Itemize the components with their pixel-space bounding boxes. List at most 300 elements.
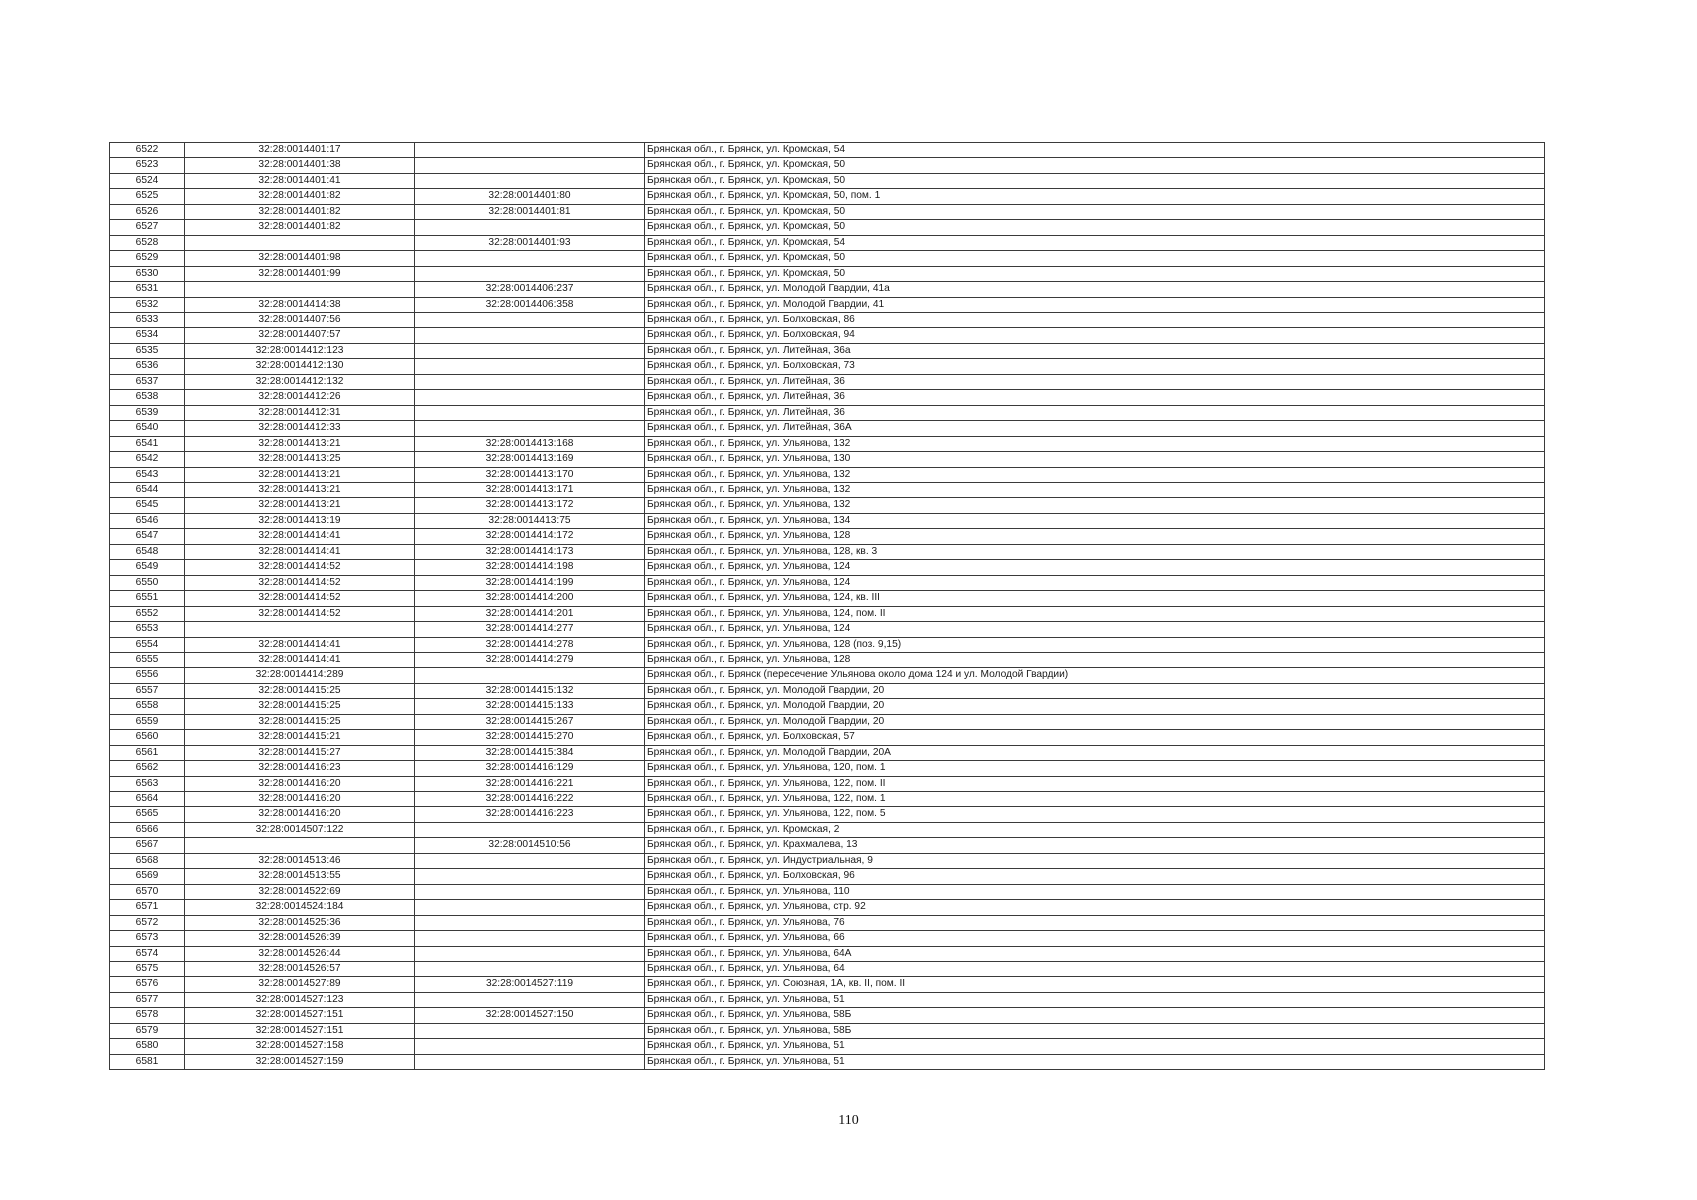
- object-cadastral-number-cell: 32:28:0014414:279: [415, 652, 645, 667]
- address-cell: Брянская обл., г. Брянск, ул. Литейная, 36А: [645, 421, 1545, 436]
- land-cadastral-number-cell: 32:28:0014413:21: [185, 436, 415, 451]
- address-cell: Брянская обл., г. Брянск, ул. Кромская, 50: [645, 220, 1545, 235]
- land-cadastral-number-cell: 32:28:0014527:158: [185, 1039, 415, 1054]
- object-cadastral-number-cell: 32:28:0014416:129: [415, 761, 645, 776]
- object-cadastral-number-cell: 32:28:0014527:119: [415, 977, 645, 992]
- row-number-cell: 6531: [110, 282, 185, 297]
- object-cadastral-number-cell: 32:28:0014415:270: [415, 730, 645, 745]
- object-cadastral-number-cell: 32:28:0014414:278: [415, 637, 645, 652]
- row-number-cell: 6558: [110, 699, 185, 714]
- address-cell: Брянская обл., г. Брянск, ул. Ульянова, 132: [645, 436, 1545, 451]
- address-cell: Брянская обл., г. Брянск, ул. Литейная, 36: [645, 405, 1545, 420]
- table-row: [110, 1039, 1545, 1054]
- object-cadastral-number-cell: 32:28:0014413:169: [415, 452, 645, 467]
- table-row: [110, 962, 1545, 977]
- object-cadastral-number-cell: [415, 822, 645, 837]
- address-cell: Брянская обл., г. Брянск, ул. Кромская, 54: [645, 235, 1545, 250]
- address-cell: Брянская обл., г. Брянск, ул. Молодой Гвардии, 20: [645, 683, 1545, 698]
- table-row: [110, 498, 1545, 513]
- land-cadastral-number-cell: 32:28:0014525:36: [185, 915, 415, 930]
- address-cell: Брянская обл., г. Брянск, ул. Ульянова, 130: [645, 452, 1545, 467]
- address-cell: Брянская обл., г. Брянск, ул. Кромская, 2: [645, 822, 1545, 837]
- row-number-cell: 6568: [110, 853, 185, 868]
- object-cadastral-number-cell: [415, 1023, 645, 1038]
- land-cadastral-number-cell: 32:28:0014412:26: [185, 390, 415, 405]
- address-cell: Брянская обл., г. Брянск, ул. Ульянова, 51: [645, 992, 1545, 1007]
- land-cadastral-number-cell: 32:28:0014412:132: [185, 374, 415, 389]
- address-cell: Брянская обл., г. Брянск, ул. Молодой Гвардии, 20: [645, 714, 1545, 729]
- table-row: [110, 544, 1545, 559]
- table-row: [110, 591, 1545, 606]
- land-cadastral-number-cell: 32:28:0014412:123: [185, 343, 415, 358]
- object-cadastral-number-cell: [415, 946, 645, 961]
- object-cadastral-number-cell: 32:28:0014416:222: [415, 792, 645, 807]
- object-cadastral-number-cell: [415, 931, 645, 946]
- land-cadastral-number-cell: 32:28:0014414:289: [185, 668, 415, 683]
- object-cadastral-number-cell: 32:28:0014413:172: [415, 498, 645, 513]
- address-cell: Брянская обл., г. Брянск, ул. Литейная, 36а: [645, 343, 1545, 358]
- table-row: [110, 714, 1545, 729]
- row-number-cell: 6527: [110, 220, 185, 235]
- table-row: [110, 390, 1545, 405]
- land-cadastral-number-cell: 32:28:0014414:41: [185, 544, 415, 559]
- object-cadastral-number-cell: [415, 962, 645, 977]
- address-cell: Брянская обл., г. Брянск, ул. Молодой Гвардии, 20А: [645, 745, 1545, 760]
- address-cell: Брянская обл., г. Брянск, ул. Ульянова, стр. 92: [645, 900, 1545, 915]
- row-number-cell: 6550: [110, 575, 185, 590]
- object-cadastral-number-cell: 32:28:0014414:198: [415, 560, 645, 575]
- land-cadastral-number-cell: 32:28:0014513:46: [185, 853, 415, 868]
- land-cadastral-number-cell: 32:28:0014407:57: [185, 328, 415, 343]
- table-row: [110, 807, 1545, 822]
- land-cadastral-number-cell: 32:28:0014507:122: [185, 822, 415, 837]
- row-number-cell: 6530: [110, 266, 185, 281]
- row-number-cell: 6563: [110, 776, 185, 791]
- table-row: [110, 359, 1545, 374]
- table-row: [110, 297, 1545, 312]
- row-number-cell: 6566: [110, 822, 185, 837]
- object-cadastral-number-cell: [415, 390, 645, 405]
- object-cadastral-number-cell: [415, 143, 645, 158]
- table-row: [110, 884, 1545, 899]
- object-cadastral-number-cell: [415, 853, 645, 868]
- row-number-cell: 6542: [110, 452, 185, 467]
- registry-table-body: [110, 143, 1545, 1070]
- table-row: [110, 436, 1545, 451]
- land-cadastral-number-cell: 32:28:0014401:82: [185, 220, 415, 235]
- row-number-cell: 6525: [110, 189, 185, 204]
- land-cadastral-number-cell: 32:28:0014401:82: [185, 189, 415, 204]
- row-number-cell: 6571: [110, 900, 185, 915]
- object-cadastral-number-cell: [415, 312, 645, 327]
- address-cell: Брянская обл., г. Брянск, ул. Кромская, 50, пом. 1: [645, 189, 1545, 204]
- row-number-cell: 6555: [110, 652, 185, 667]
- row-number-cell: 6565: [110, 807, 185, 822]
- address-cell: Брянская обл., г. Брянск, ул. Болховская, 94: [645, 328, 1545, 343]
- object-cadastral-number-cell: [415, 869, 645, 884]
- address-cell: Брянская обл., г. Брянск, ул. Союзная, 1А, кв. II, пом. II: [645, 977, 1545, 992]
- land-cadastral-number-cell: 32:28:0014401:38: [185, 158, 415, 173]
- table-row: [110, 606, 1545, 621]
- land-cadastral-number-cell: 32:28:0014415:25: [185, 683, 415, 698]
- land-cadastral-number-cell: 32:28:0014527:123: [185, 992, 415, 1007]
- table-row: [110, 235, 1545, 250]
- row-number-cell: 6556: [110, 668, 185, 683]
- address-cell: Брянская обл., г. Брянск, ул. Ульянова, 124: [645, 622, 1545, 637]
- object-cadastral-number-cell: [415, 343, 645, 358]
- table-row: [110, 158, 1545, 173]
- table-row: [110, 343, 1545, 358]
- row-number-cell: 6576: [110, 977, 185, 992]
- land-cadastral-number-cell: 32:28:0014416:23: [185, 761, 415, 776]
- row-number-cell: 6548: [110, 544, 185, 559]
- land-cadastral-number-cell: 32:28:0014414:41: [185, 652, 415, 667]
- address-cell: Брянская обл., г. Брянск (пересечение Ульянова около дома 124 и ул. Молодой Гвардии): [645, 668, 1545, 683]
- address-cell: Брянская обл., г. Брянск, ул. Ульянова, 122, пом. 5: [645, 807, 1545, 822]
- address-cell: Брянская обл., г. Брянск, ул. Кромская, 50: [645, 158, 1545, 173]
- object-cadastral-number-cell: 32:28:0014527:150: [415, 1008, 645, 1023]
- table-row: [110, 421, 1545, 436]
- table-row: [110, 1054, 1545, 1069]
- object-cadastral-number-cell: 32:28:0014415:133: [415, 699, 645, 714]
- address-cell: Брянская обл., г. Брянск, ул. Кромская, 50: [645, 173, 1545, 188]
- object-cadastral-number-cell: [415, 220, 645, 235]
- table-row: [110, 946, 1545, 961]
- address-cell: Брянская обл., г. Брянск, ул. Ульянова, 51: [645, 1039, 1545, 1054]
- table-row: [110, 869, 1545, 884]
- row-number-cell: 6539: [110, 405, 185, 420]
- land-cadastral-number-cell: 32:28:0014522:69: [185, 884, 415, 899]
- land-cadastral-number-cell: [185, 622, 415, 637]
- row-number-cell: 6559: [110, 714, 185, 729]
- table-row: [110, 204, 1545, 219]
- page-number: 110: [838, 1113, 859, 1128]
- row-number-cell: 6526: [110, 204, 185, 219]
- address-cell: Брянская обл., г. Брянск, ул. Болховская, 73: [645, 359, 1545, 374]
- land-cadastral-number-cell: 32:28:0014412:31: [185, 405, 415, 420]
- address-cell: Брянская обл., г. Брянск, ул. Кромская, 50: [645, 204, 1545, 219]
- table-row: [110, 822, 1545, 837]
- address-cell: Брянская обл., г. Брянск, ул. Болховская, 57: [645, 730, 1545, 745]
- row-number-cell: 6557: [110, 683, 185, 698]
- address-cell: Брянская обл., г. Брянск, ул. Ульянова, 128: [645, 652, 1545, 667]
- address-cell: Брянская обл., г. Брянск, ул. Ульянова, 122, пом. 1: [645, 792, 1545, 807]
- land-cadastral-number-cell: 32:28:0014412:33: [185, 421, 415, 436]
- row-number-cell: 6528: [110, 235, 185, 250]
- land-cadastral-number-cell: 32:28:0014414:52: [185, 560, 415, 575]
- land-cadastral-number-cell: 32:28:0014527:89: [185, 977, 415, 992]
- table-row: [110, 761, 1545, 776]
- table-row: [110, 251, 1545, 266]
- object-cadastral-number-cell: 32:28:0014413:75: [415, 513, 645, 528]
- row-number-cell: 6523: [110, 158, 185, 173]
- table-row: [110, 513, 1545, 528]
- table-row: [110, 405, 1545, 420]
- land-cadastral-number-cell: [185, 282, 415, 297]
- address-cell: Брянская обл., г. Брянск, ул. Литейная, 36: [645, 390, 1545, 405]
- object-cadastral-number-cell: [415, 1039, 645, 1054]
- land-cadastral-number-cell: 32:28:0014527:151: [185, 1023, 415, 1038]
- object-cadastral-number-cell: [415, 900, 645, 915]
- address-cell: Брянская обл., г. Брянск, ул. Ульянова, 124, кв. III: [645, 591, 1545, 606]
- address-cell: Брянская обл., г. Брянск, ул. Ульянова, 64А: [645, 946, 1545, 961]
- row-number-cell: 6534: [110, 328, 185, 343]
- land-cadastral-number-cell: 32:28:0014401:82: [185, 204, 415, 219]
- object-cadastral-number-cell: [415, 405, 645, 420]
- table-row: [110, 683, 1545, 698]
- row-number-cell: 6564: [110, 792, 185, 807]
- address-cell: Брянская обл., г. Брянск, ул. Литейная, 36: [645, 374, 1545, 389]
- land-cadastral-number-cell: 32:28:0014414:52: [185, 591, 415, 606]
- address-cell: Брянская обл., г. Брянск, ул. Ульянова, 110: [645, 884, 1545, 899]
- land-cadastral-number-cell: 32:28:0014524:184: [185, 900, 415, 915]
- object-cadastral-number-cell: 32:28:0014413:171: [415, 482, 645, 497]
- table-row: [110, 189, 1545, 204]
- row-number-cell: 6543: [110, 467, 185, 482]
- object-cadastral-number-cell: [415, 328, 645, 343]
- row-number-cell: 6574: [110, 946, 185, 961]
- row-number-cell: 6547: [110, 529, 185, 544]
- address-cell: Брянская обл., г. Брянск, ул. Кромская, 50: [645, 251, 1545, 266]
- row-number-cell: 6553: [110, 622, 185, 637]
- address-cell: Брянская обл., г. Брянск, ул. Крахмалева, 13: [645, 838, 1545, 853]
- object-cadastral-number-cell: 32:28:0014414:201: [415, 606, 645, 621]
- row-number-cell: 6532: [110, 297, 185, 312]
- land-cadastral-number-cell: 32:28:0014415:25: [185, 714, 415, 729]
- table-row: [110, 467, 1545, 482]
- object-cadastral-number-cell: 32:28:0014414:199: [415, 575, 645, 590]
- land-cadastral-number-cell: 32:28:0014513:55: [185, 869, 415, 884]
- row-number-cell: 6545: [110, 498, 185, 513]
- land-cadastral-number-cell: 32:28:0014416:20: [185, 807, 415, 822]
- row-number-cell: 6529: [110, 251, 185, 266]
- row-number-cell: 6544: [110, 482, 185, 497]
- address-cell: Брянская обл., г. Брянск, ул. Ульянова, 128: [645, 529, 1545, 544]
- row-number-cell: 6567: [110, 838, 185, 853]
- address-cell: Брянская обл., г. Брянск, ул. Болховская, 96: [645, 869, 1545, 884]
- address-cell: Брянская обл., г. Брянск, ул. Кромская, 54: [645, 143, 1545, 158]
- table-row: [110, 312, 1545, 327]
- object-cadastral-number-cell: [415, 668, 645, 683]
- table-row: [110, 931, 1545, 946]
- row-number-cell: 6538: [110, 390, 185, 405]
- registry-sheet: [109, 142, 1544, 1070]
- row-number-cell: 6580: [110, 1039, 185, 1054]
- object-cadastral-number-cell: 32:28:0014415:384: [415, 745, 645, 760]
- object-cadastral-number-cell: [415, 359, 645, 374]
- land-cadastral-number-cell: 32:28:0014401:99: [185, 266, 415, 281]
- object-cadastral-number-cell: [415, 1054, 645, 1069]
- row-number-cell: 6537: [110, 374, 185, 389]
- land-cadastral-number-cell: 32:28:0014527:151: [185, 1008, 415, 1023]
- row-number-cell: 6552: [110, 606, 185, 621]
- address-cell: Брянская обл., г. Брянск, ул. Ульянова, 128, кв. 3: [645, 544, 1545, 559]
- table-row: [110, 652, 1545, 667]
- address-cell: Брянская обл., г. Брянск, ул. Молодой Гвардии, 41а: [645, 282, 1545, 297]
- object-cadastral-number-cell: 32:28:0014414:173: [415, 544, 645, 559]
- object-cadastral-number-cell: 32:28:0014401:80: [415, 189, 645, 204]
- address-cell: Брянская обл., г. Брянск, ул. Ульянова, 51: [645, 1054, 1545, 1069]
- row-number-cell: 6535: [110, 343, 185, 358]
- table-row: [110, 266, 1545, 281]
- land-cadastral-number-cell: 32:28:0014407:56: [185, 312, 415, 327]
- land-cadastral-number-cell: 32:28:0014413:25: [185, 452, 415, 467]
- row-number-cell: 6561: [110, 745, 185, 760]
- address-cell: Брянская обл., г. Брянск, ул. Ульянова, 132: [645, 482, 1545, 497]
- object-cadastral-number-cell: 32:28:0014510:56: [415, 838, 645, 853]
- row-number-cell: 6533: [110, 312, 185, 327]
- object-cadastral-number-cell: 32:28:0014406:237: [415, 282, 645, 297]
- row-number-cell: 6575: [110, 962, 185, 977]
- land-cadastral-number-cell: 32:28:0014401:98: [185, 251, 415, 266]
- address-cell: Брянская обл., г. Брянск, ул. Ульянова, 124: [645, 575, 1545, 590]
- address-cell: Брянская обл., г. Брянск, ул. Молодой Гвардии, 20: [645, 699, 1545, 714]
- table-row: [110, 853, 1545, 868]
- row-number-cell: 6573: [110, 931, 185, 946]
- land-cadastral-number-cell: 32:28:0014414:52: [185, 606, 415, 621]
- land-cadastral-number-cell: 32:28:0014416:20: [185, 776, 415, 791]
- registry-table: [109, 142, 1545, 1070]
- row-number-cell: 6562: [110, 761, 185, 776]
- land-cadastral-number-cell: [185, 235, 415, 250]
- row-number-cell: 6524: [110, 173, 185, 188]
- object-cadastral-number-cell: [415, 158, 645, 173]
- table-row: [110, 792, 1545, 807]
- land-cadastral-number-cell: 32:28:0014415:27: [185, 745, 415, 760]
- table-row: [110, 575, 1545, 590]
- row-number-cell: 6578: [110, 1008, 185, 1023]
- object-cadastral-number-cell: [415, 992, 645, 1007]
- land-cadastral-number-cell: 32:28:0014414:41: [185, 529, 415, 544]
- table-row: [110, 1023, 1545, 1038]
- land-cadastral-number-cell: 32:28:0014413:21: [185, 467, 415, 482]
- object-cadastral-number-cell: 32:28:0014401:93: [415, 235, 645, 250]
- table-row: [110, 452, 1545, 467]
- object-cadastral-number-cell: 32:28:0014416:223: [415, 807, 645, 822]
- land-cadastral-number-cell: 32:28:0014414:38: [185, 297, 415, 312]
- object-cadastral-number-cell: 32:28:0014406:358: [415, 297, 645, 312]
- table-row: [110, 143, 1545, 158]
- table-row: [110, 915, 1545, 930]
- land-cadastral-number-cell: 32:28:0014414:41: [185, 637, 415, 652]
- table-row: [110, 668, 1545, 683]
- land-cadastral-number-cell: 32:28:0014401:17: [185, 143, 415, 158]
- address-cell: Брянская обл., г. Брянск, ул. Ульянова, 132: [645, 498, 1545, 513]
- object-cadastral-number-cell: 32:28:0014416:221: [415, 776, 645, 791]
- address-cell: Брянская обл., г. Брянск, ул. Индустриальная, 9: [645, 853, 1545, 868]
- object-cadastral-number-cell: [415, 374, 645, 389]
- object-cadastral-number-cell: 32:28:0014413:168: [415, 436, 645, 451]
- table-row: [110, 374, 1545, 389]
- land-cadastral-number-cell: 32:28:0014416:20: [185, 792, 415, 807]
- row-number-cell: 6560: [110, 730, 185, 745]
- address-cell: Брянская обл., г. Брянск, ул. Ульянова, 134: [645, 513, 1545, 528]
- address-cell: Брянская обл., г. Брянск, ул. Ульянова, 58Б: [645, 1008, 1545, 1023]
- address-cell: Брянская обл., г. Брянск, ул. Ульянова, 128 (поз. 9,15): [645, 637, 1545, 652]
- land-cadastral-number-cell: 32:28:0014526:44: [185, 946, 415, 961]
- land-cadastral-number-cell: 32:28:0014415:21: [185, 730, 415, 745]
- land-cadastral-number-cell: [185, 838, 415, 853]
- row-number-cell: 6577: [110, 992, 185, 1007]
- object-cadastral-number-cell: [415, 251, 645, 266]
- object-cadastral-number-cell: 32:28:0014415:267: [415, 714, 645, 729]
- table-row: [110, 977, 1545, 992]
- address-cell: Брянская обл., г. Брянск, ул. Ульянова, 66: [645, 931, 1545, 946]
- object-cadastral-number-cell: [415, 884, 645, 899]
- row-number-cell: 6569: [110, 869, 185, 884]
- table-row: [110, 622, 1545, 637]
- row-number-cell: 6540: [110, 421, 185, 436]
- row-number-cell: 6549: [110, 560, 185, 575]
- table-row: [110, 482, 1545, 497]
- row-number-cell: 6551: [110, 591, 185, 606]
- address-cell: Брянская обл., г. Брянск, ул. Кромская, 50: [645, 266, 1545, 281]
- table-row: [110, 637, 1545, 652]
- land-cadastral-number-cell: 32:28:0014413:21: [185, 482, 415, 497]
- object-cadastral-number-cell: [415, 173, 645, 188]
- table-row: [110, 173, 1545, 188]
- table-row: [110, 900, 1545, 915]
- row-number-cell: 6554: [110, 637, 185, 652]
- table-row: [110, 776, 1545, 791]
- address-cell: Брянская обл., г. Брянск, ул. Ульянова, 124, пом. II: [645, 606, 1545, 621]
- land-cadastral-number-cell: 32:28:0014414:52: [185, 575, 415, 590]
- address-cell: Брянская обл., г. Брянск, ул. Ульянова, 122, пом. II: [645, 776, 1545, 791]
- object-cadastral-number-cell: 32:28:0014413:170: [415, 467, 645, 482]
- address-cell: Брянская обл., г. Брянск, ул. Ульянова, 132: [645, 467, 1545, 482]
- table-row: [110, 745, 1545, 760]
- land-cadastral-number-cell: 32:28:0014526:57: [185, 962, 415, 977]
- address-cell: Брянская обл., г. Брянск, ул. Ульянова, 58Б: [645, 1023, 1545, 1038]
- address-cell: Брянская обл., г. Брянск, ул. Ульянова, 124: [645, 560, 1545, 575]
- object-cadastral-number-cell: 32:28:0014415:132: [415, 683, 645, 698]
- row-number-cell: 6541: [110, 436, 185, 451]
- row-number-cell: 6579: [110, 1023, 185, 1038]
- address-cell: Брянская обл., г. Брянск, ул. Ульянова, 76: [645, 915, 1545, 930]
- row-number-cell: 6570: [110, 884, 185, 899]
- land-cadastral-number-cell: 32:28:0014413:19: [185, 513, 415, 528]
- row-number-cell: 6581: [110, 1054, 185, 1069]
- land-cadastral-number-cell: 32:28:0014526:39: [185, 931, 415, 946]
- table-row: [110, 992, 1545, 1007]
- land-cadastral-number-cell: 32:28:0014413:21: [185, 498, 415, 513]
- address-cell: Брянская обл., г. Брянск, ул. Ульянова, 120, пом. 1: [645, 761, 1545, 776]
- table-row: [110, 560, 1545, 575]
- land-cadastral-number-cell: 32:28:0014412:130: [185, 359, 415, 374]
- table-row: [110, 1008, 1545, 1023]
- land-cadastral-number-cell: 32:28:0014401:41: [185, 173, 415, 188]
- row-number-cell: 6572: [110, 915, 185, 930]
- address-cell: Брянская обл., г. Брянск, ул. Ульянова, 64: [645, 962, 1545, 977]
- object-cadastral-number-cell: [415, 915, 645, 930]
- table-row: [110, 838, 1545, 853]
- table-row: [110, 699, 1545, 714]
- object-cadastral-number-cell: 32:28:0014414:200: [415, 591, 645, 606]
- object-cadastral-number-cell: 32:28:0014401:81: [415, 204, 645, 219]
- row-number-cell: 6546: [110, 513, 185, 528]
- row-number-cell: 6536: [110, 359, 185, 374]
- land-cadastral-number-cell: 32:28:0014415:25: [185, 699, 415, 714]
- table-row: [110, 730, 1545, 745]
- land-cadastral-number-cell: 32:28:0014527:159: [185, 1054, 415, 1069]
- row-number-cell: 6522: [110, 143, 185, 158]
- address-cell: Брянская обл., г. Брянск, ул. Болховская, 86: [645, 312, 1545, 327]
- table-row: [110, 328, 1545, 343]
- object-cadastral-number-cell: [415, 421, 645, 436]
- object-cadastral-number-cell: 32:28:0014414:277: [415, 622, 645, 637]
- object-cadastral-number-cell: [415, 266, 645, 281]
- address-cell: Брянская обл., г. Брянск, ул. Молодой Гвардии, 41: [645, 297, 1545, 312]
